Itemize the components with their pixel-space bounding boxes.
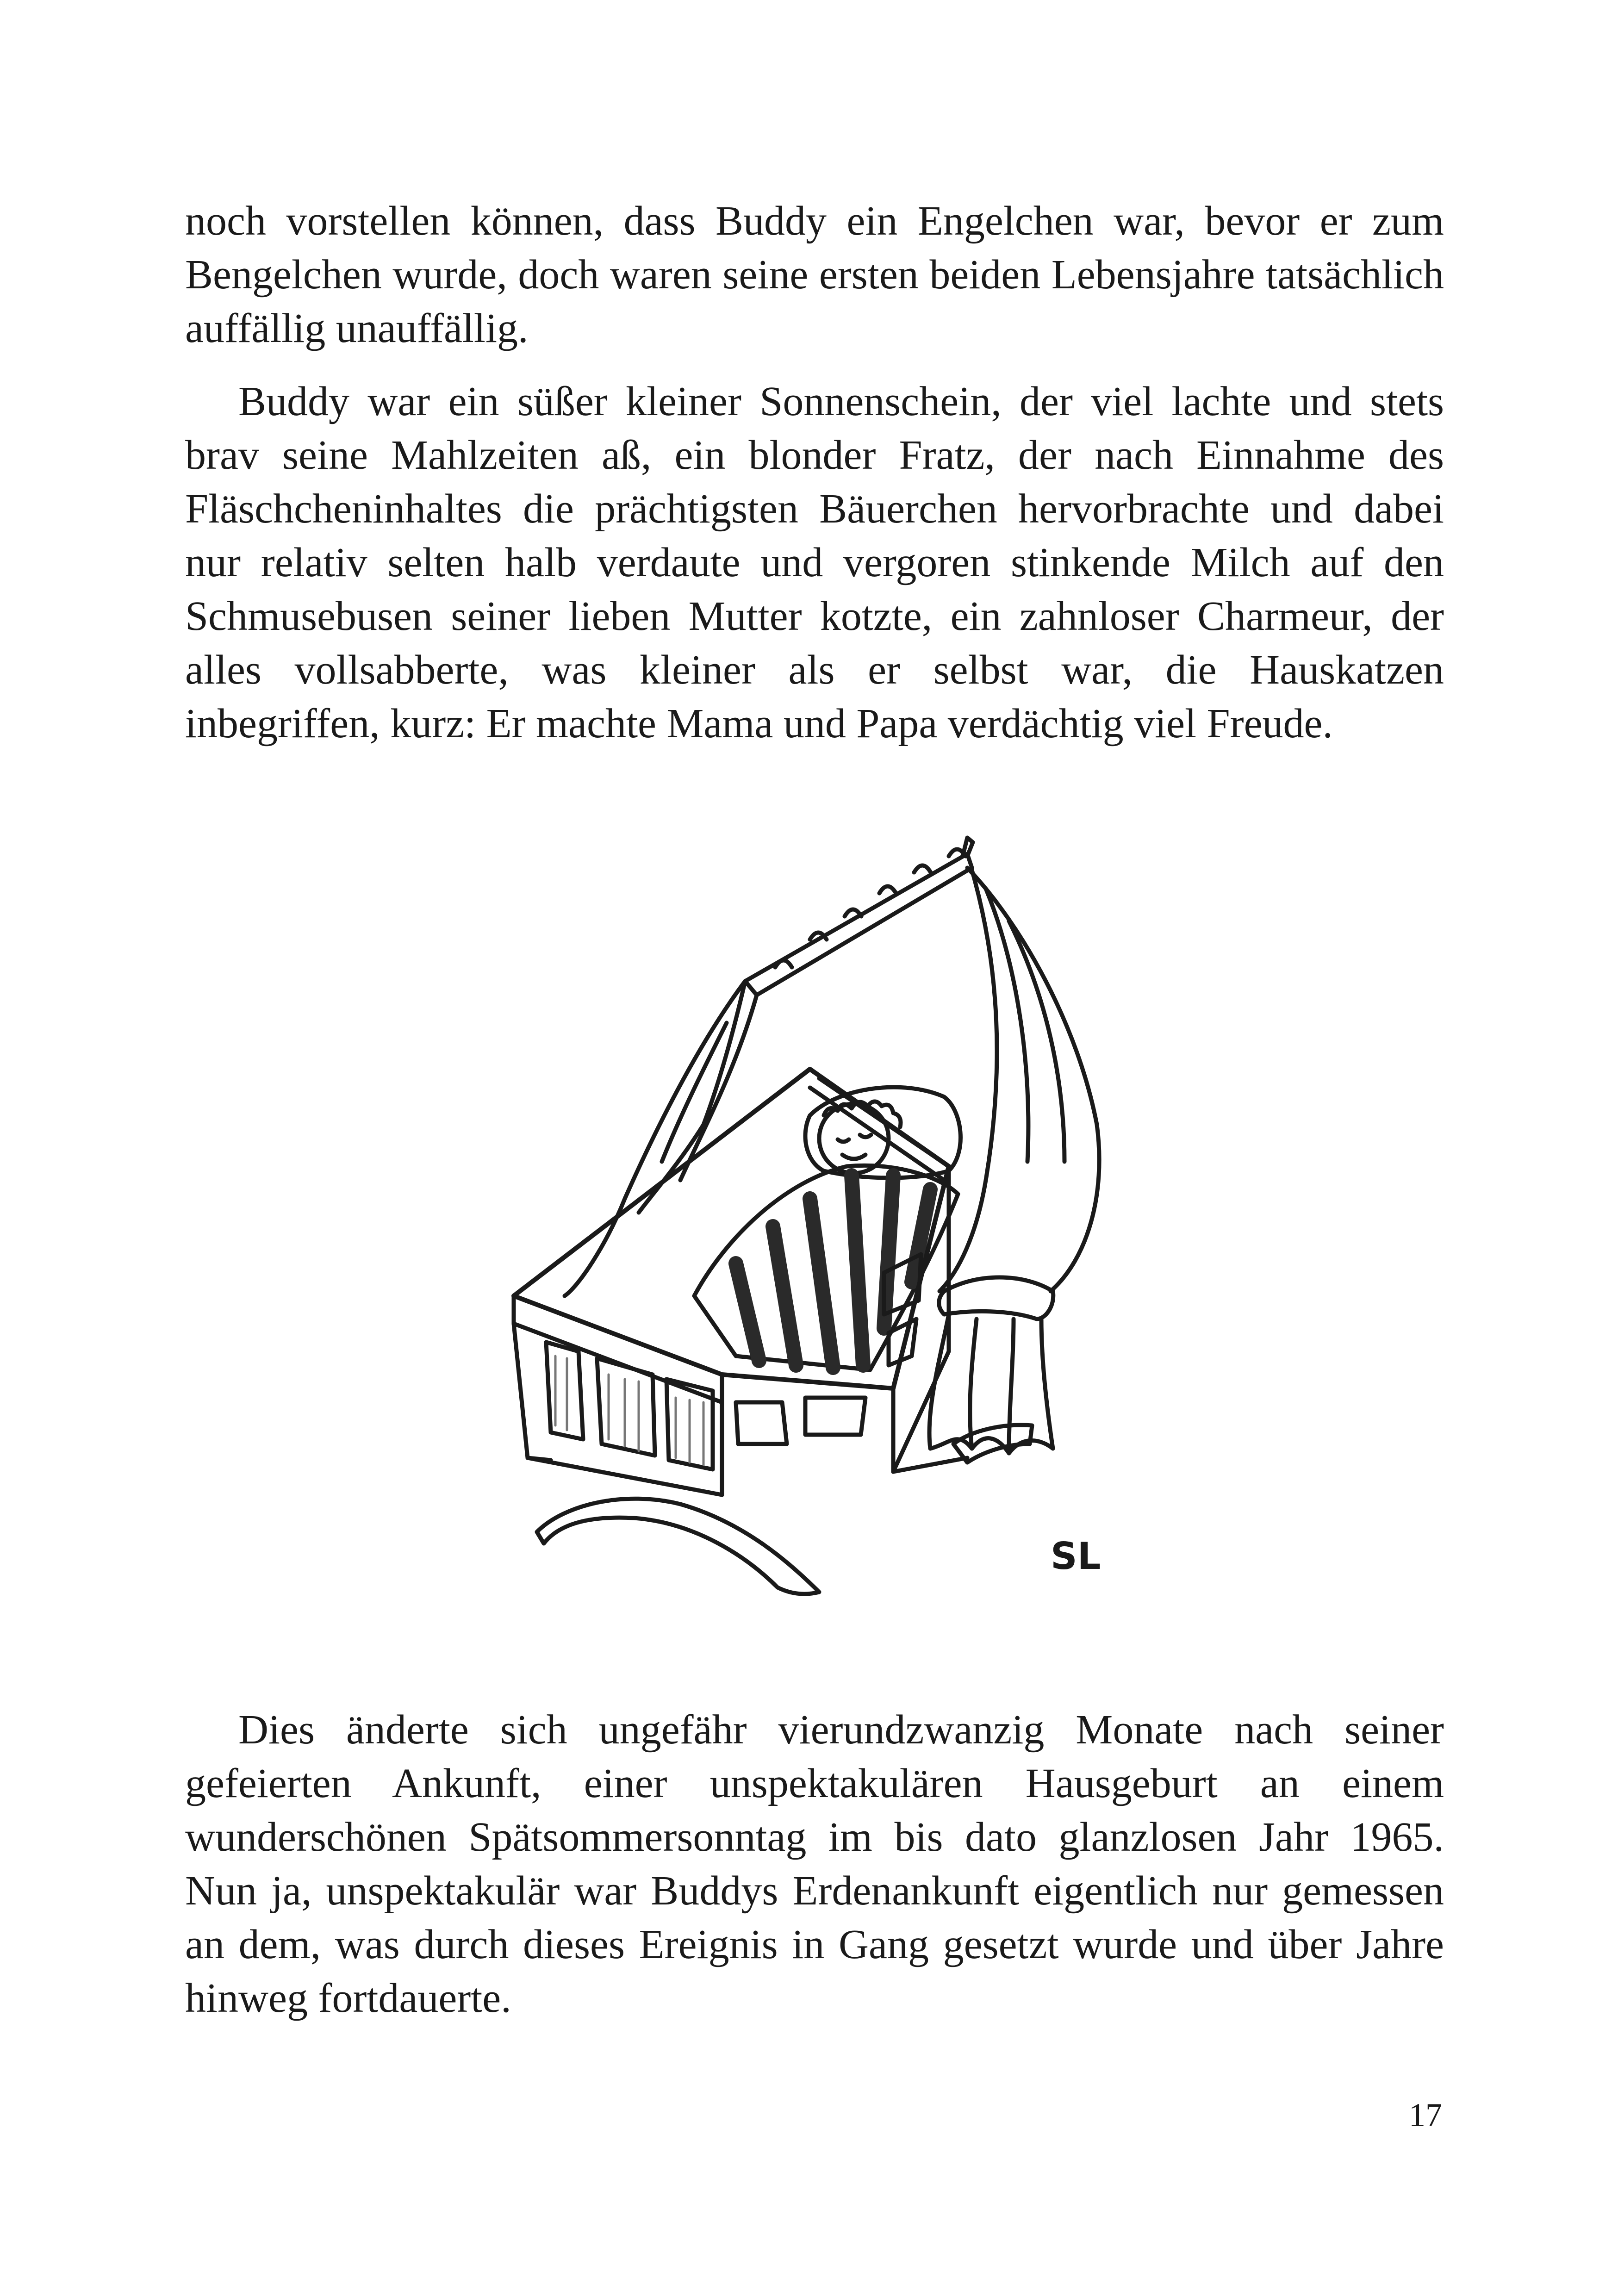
canopy-top — [745, 838, 973, 995]
paragraph-text: noch vorstellen können, dass Buddy ein Engelchen war, bevor er zum Bengelchen wurde, doch waren seine ersten beiden Lebensjahre tatsächlich auffällig unauffällig. — [185, 198, 1444, 351]
paragraph-2 — [185, 375, 1444, 751]
cradle-rockers — [537, 1425, 1032, 1594]
page-number: 17 — [1409, 2097, 1442, 2134]
paragraph-3 — [185, 1703, 1444, 2025]
paragraph-1 — [185, 194, 1444, 355]
artist-signature: SL — [1051, 1535, 1101, 1578]
paragraph-text: Dies änderte sich ungefähr vierundzwanzig Monate nach seiner gefeierten Ankunft, einer unspektakulären Hausgeburt an einem wunderschönen Spätsommersonntag im bis dato glanzlosen Jahr 1965. Nun ja, unspektakulär war Buddys Erdenankunft eigentlich nur gemessen an dem, was durch dieses Ereignis in Gang gesetzt wurde und über Jahre hinweg fortdauerte. — [185, 1707, 1444, 2021]
cradle-illustration — [486, 828, 1157, 1657]
paragraph-text: Buddy war ein süßer kleiner Sonnenschein, der viel lachte und stets brav seine Mahlzeiten aß, ein blonder Fratz, der nach Einnahme des Fläschcheninhaltes die prächtigsten Bäuerchen hervorbrachte und dabei nur relativ selten halb verdaute und vergoren stinkende Milch auf den Schmusebusen seiner lieben Mutter kotzte, ein zahnloser Charmeur, der alles vollsabberte, was kleiner als er selbst war, die Hauskatzen inbegriffen, kurz: Er machte Mama und Papa verdächtig viel Freude. — [185, 379, 1444, 747]
